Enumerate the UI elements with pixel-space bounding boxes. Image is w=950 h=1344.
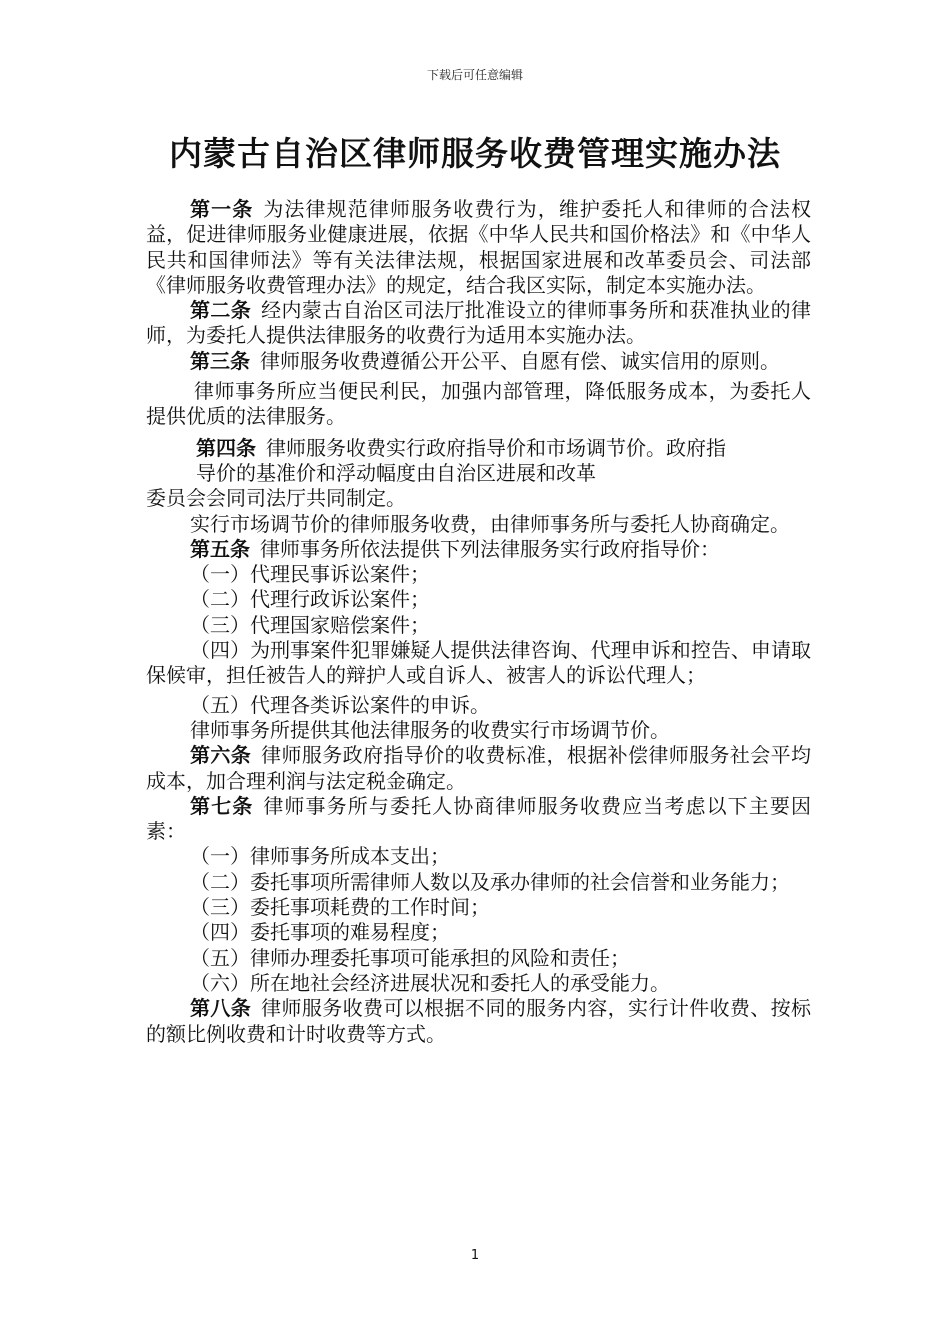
article-text: 为法律规范律师服务收费行为，维护委托人和律师的合法权益，促进律师服务业健康进展，依据《中华人民共和国价格法》和《中华人民共和国律师法》等有关法律法规，根据国家进展和改革委员会、司法部《律师服务收费管理办法》的规定，结合我区实际，制定本实施办法。 bbox=[146, 197, 812, 297]
document-title: 内蒙古自治区律师服务收费管理实施办法 bbox=[169, 134, 781, 173]
article-4-line-2: 导价的基准价和浮动幅度由自治区进展和改革 bbox=[196, 460, 596, 485]
list-item: （五）代理各类诉讼案件的申诉。 bbox=[190, 692, 490, 717]
page-number: 1 bbox=[470, 1248, 480, 1263]
list-item: （三）代理国家赔偿案件； bbox=[190, 612, 430, 637]
document-body bbox=[146, 197, 811, 1047]
article-8 bbox=[146, 996, 811, 1047]
article-heading: 第二条 bbox=[190, 298, 252, 323]
page-header: 下载后可任意编辑 bbox=[426, 68, 523, 82]
paragraph: 律师事务所应当便民利民，加强内部管理，降低服务成本，为委托人提供优质的法律服务。 bbox=[146, 379, 811, 429]
paragraph: 实行市场调节价的律师服务收费，由律师事务所与委托人协商确定。 bbox=[190, 511, 790, 536]
list-item: （六）所在地社会经济进展状况和委托人的承受能力。 bbox=[190, 970, 670, 995]
list-item: （四）为刑事案件犯罪嫌疑人提供法律咨询、代理申诉和控告、申请取保候审，担任被告人的辩护人或自诉人、被害人的诉讼代理人； bbox=[146, 638, 811, 688]
list-item: （一）代理民事诉讼案件； bbox=[190, 562, 430, 587]
article-heading: 第七条 bbox=[190, 793, 254, 818]
list-item: （一）律师事务所成本支出； bbox=[190, 844, 450, 869]
article-7 bbox=[146, 794, 811, 845]
list-item: （五）律师办理委托事项可能承担的风险和责任； bbox=[190, 945, 630, 970]
article-4 bbox=[146, 436, 811, 512]
article-text: 律师服务政府指导价的收费标准，根据补偿律师服务社会平均成本，加合理利润与法定税金确定。 bbox=[146, 743, 812, 793]
article-heading: 第三条 bbox=[190, 348, 250, 373]
article-5 bbox=[146, 537, 811, 562]
article-6 bbox=[146, 743, 811, 794]
article-4-line-1 bbox=[146, 436, 811, 461]
article-text: 律师服务收费遵循公开公平、自愿有偿、诚实信用的原则。 bbox=[260, 348, 780, 373]
article-text: 律师事务所依法提供下列法律服务实行政府指导价： bbox=[260, 536, 720, 561]
article-1 bbox=[146, 197, 811, 298]
list-item: （二）委托事项所需律师人数以及承办律师的社会信誉和业务能力； bbox=[190, 869, 790, 894]
article-text: 律师服务收费实行政府指导价和市场调节价。政府指 bbox=[266, 435, 726, 460]
article-text: 经内蒙古自治区司法厅批准设立的律师事务所和获准执业的律师，为委托人提供法律服务的收费行为适用本实施办法。 bbox=[146, 298, 812, 348]
article-text: 律师事务所与委托人协商律师服务收费应当考虑以下主要因素： bbox=[146, 793, 812, 844]
article-heading: 第八条 bbox=[190, 996, 252, 1021]
article-heading: 第六条 bbox=[190, 743, 252, 768]
list-item: （三）委托事项耗费的工作时间； bbox=[190, 895, 490, 920]
article-2 bbox=[146, 298, 811, 349]
article-3 bbox=[146, 349, 811, 374]
article-text: 律师服务收费可以根据不同的服务内容，实行计件收费、按标的额比例收费和计时收费等方式。 bbox=[146, 996, 812, 1046]
article-heading: 第四条 bbox=[196, 435, 256, 460]
list-item: （二）代理行政诉讼案件； bbox=[190, 587, 430, 612]
article-heading: 第五条 bbox=[190, 536, 250, 561]
list-item: （四）委托事项的难易程度； bbox=[190, 920, 450, 945]
article-4-line-3: 委员会会同司法厅共同制定。 bbox=[146, 486, 406, 511]
paragraph: 律师事务所提供其他法律服务的收费实行市场调节价。 bbox=[190, 717, 670, 742]
article-heading: 第一条 bbox=[190, 197, 254, 221]
